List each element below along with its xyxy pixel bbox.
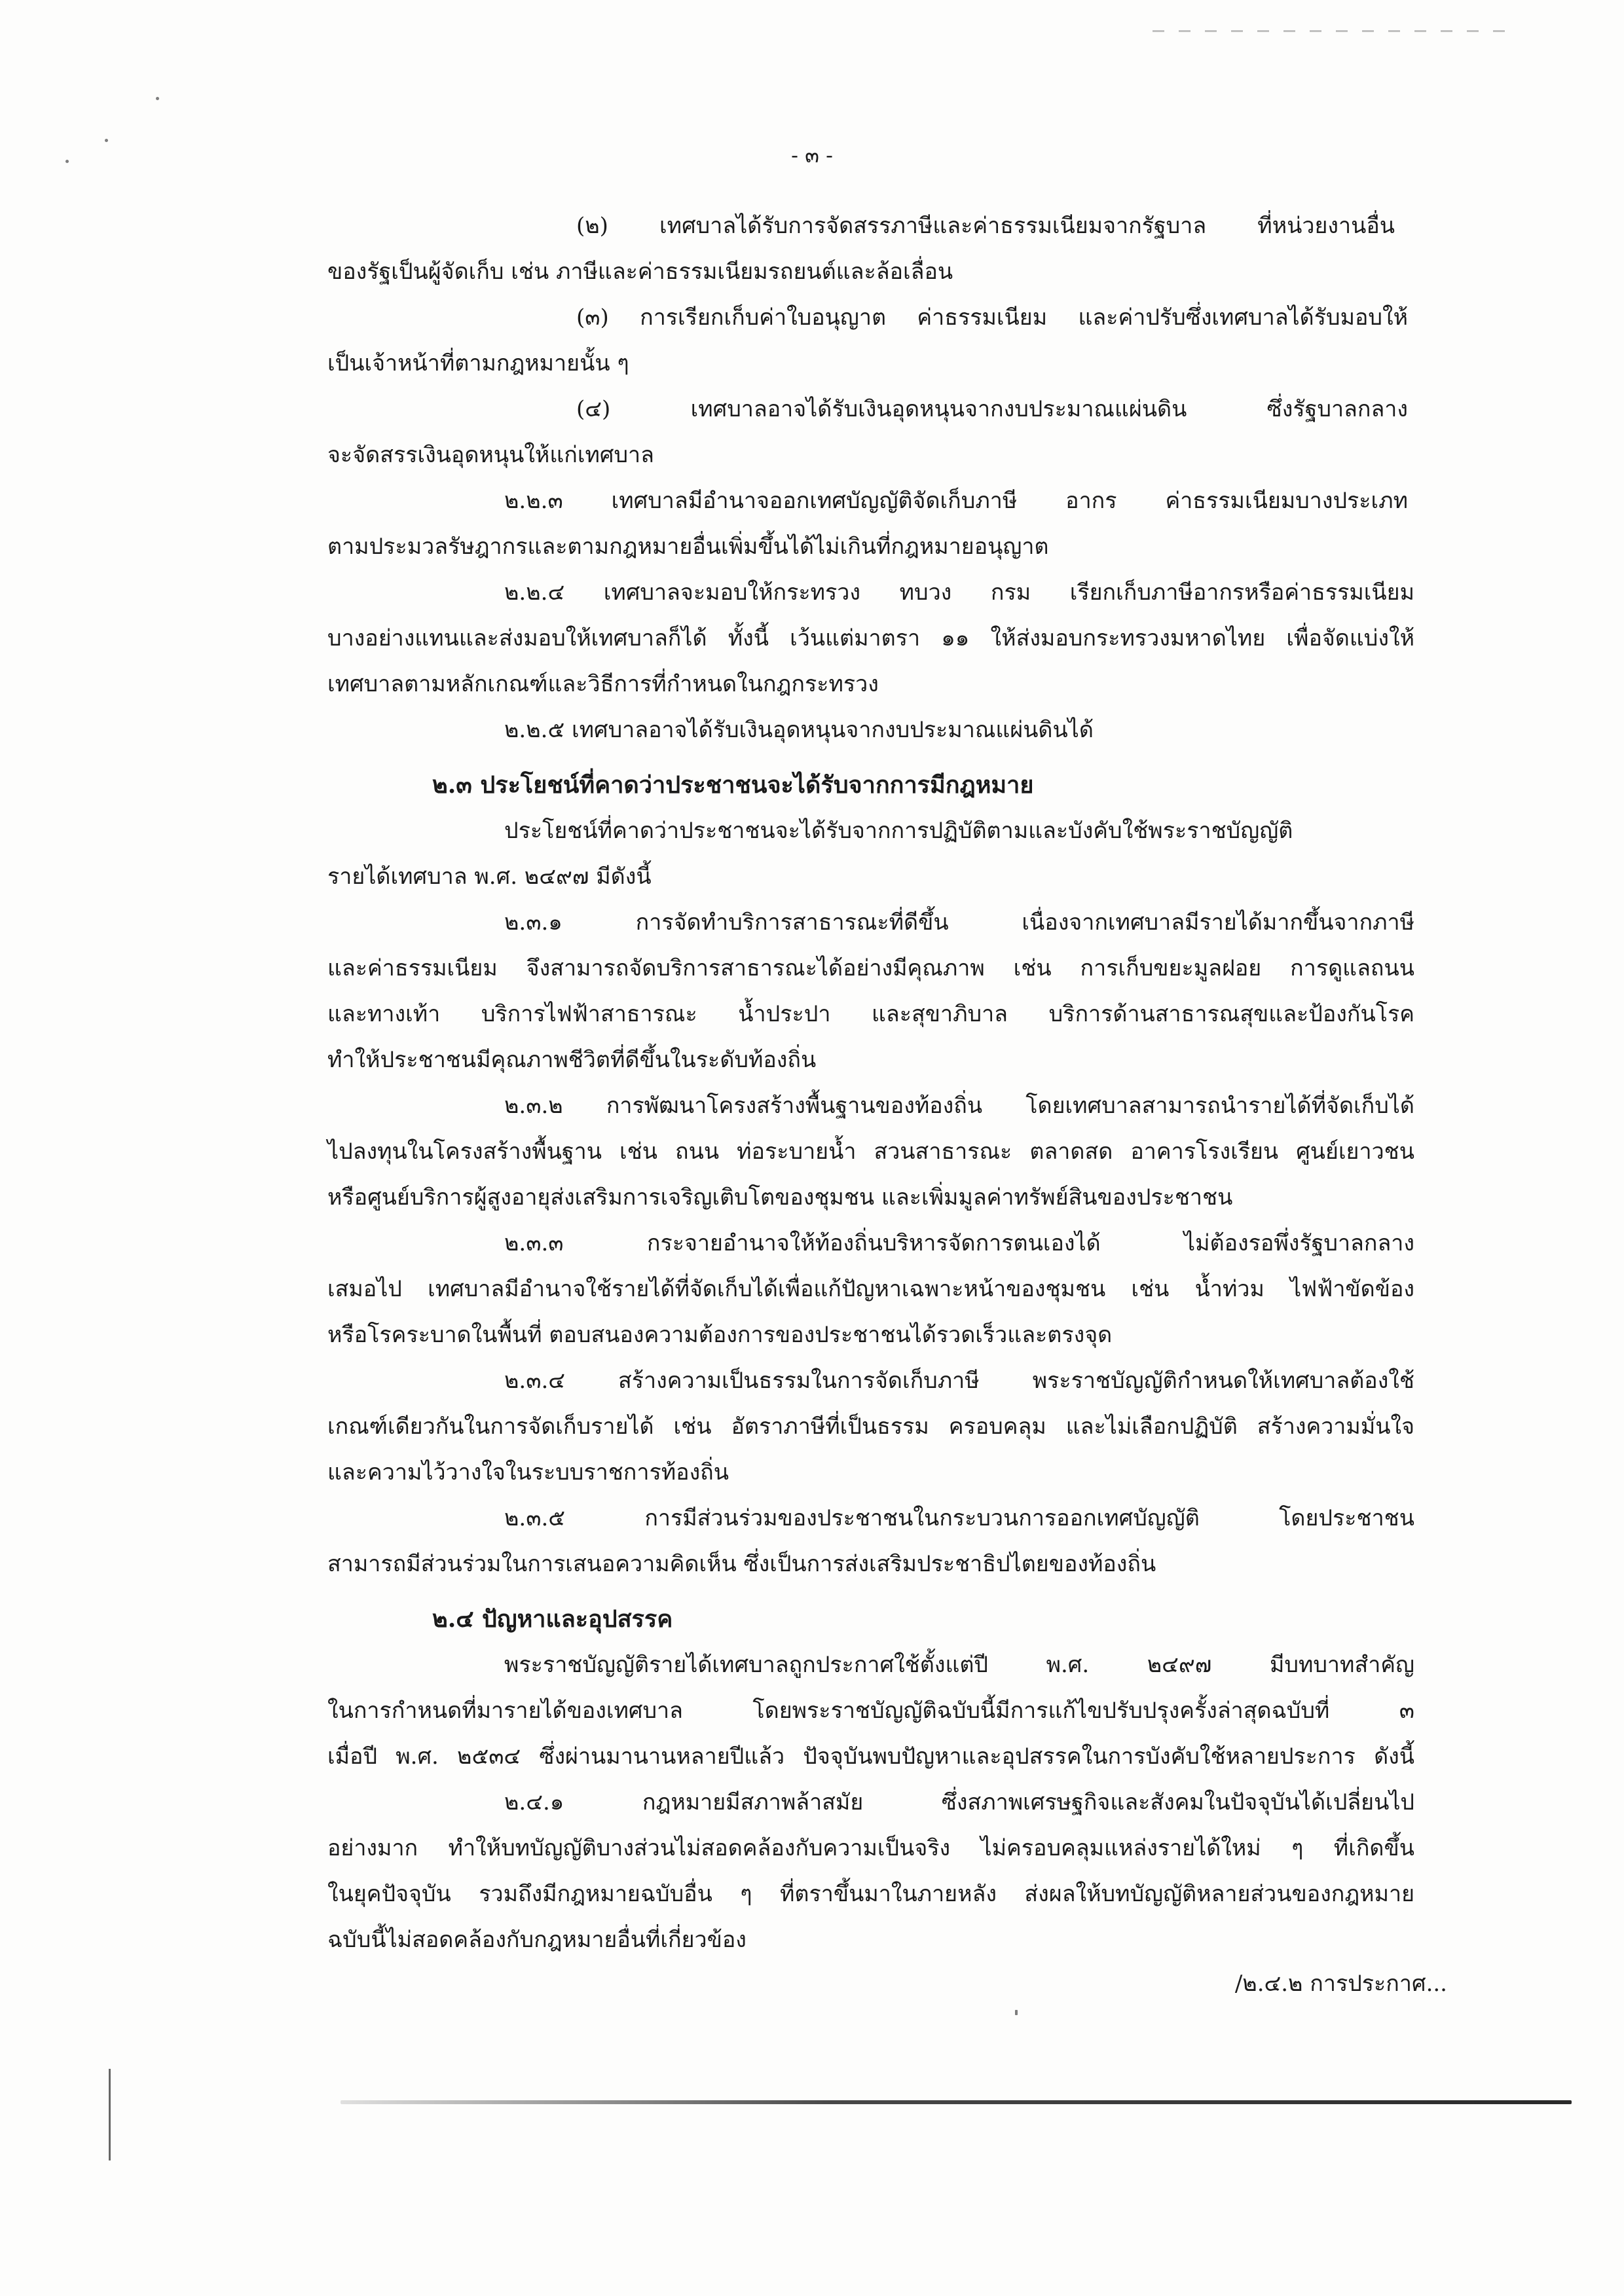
text-line: ทำให้ประชาชนมีคุณภาพชีวิตที่ดีขึ้นในระดับท้องถิ่น xyxy=(327,1047,817,1073)
text-line: ประโยชน์ที่คาดว่าประชาชนจะได้รับจากการปฏิบัติตามและบังคับใช้พระราชบัญญัติ xyxy=(504,818,1293,844)
text-line: อย่างมาก ทำให้บทบัญญัติบางส่วนไม่สอดคล้องกับความเป็นจริง ไม่ครอบคลุมแหล่งรายได้ใหม่ ๆ ที่เกิดขึ้น xyxy=(327,1835,1414,1861)
text-line: ๒.๓.๕ การมีส่วนร่วมของประชาชนในกระบวนการออกเทศบัญญัติ โดยประชาชน xyxy=(504,1505,1414,1531)
text-line: หรือโรคระบาดในพื้นที่ ตอบสนองความต้องการของประชาชนได้รวดเร็วและตรงจุด xyxy=(327,1322,1113,1348)
scan-speck xyxy=(65,160,69,163)
text-line: เสมอไป เทศบาลมีอำนาจใช้รายได้ที่จัดเก็บได้เพื่อแก้ปัญหาเฉพาะหน้าของชุมชน เช่น น้ำท่วม ไฟฟ้าขัดข้อง xyxy=(327,1276,1414,1302)
text-line: ๒.๒.๕ เทศบาลอาจได้รับเงินอุดหนุนจากงบประมาณแผ่นดินได้ xyxy=(504,717,1094,743)
text-line: ของรัฐเป็นผู้จัดเก็บ เช่น ภาษีและค่าธรรมเนียมรถยนต์และล้อเลื่อน xyxy=(327,259,953,285)
text-line: เกณฑ์เดียวกันในการจัดเก็บรายได้ เช่น อัตราภาษีที่เป็นธรรม ครอบคลุม และไม่เลือกปฏิบัติ สร้างความมั่นใจ xyxy=(327,1413,1414,1440)
scan-speck xyxy=(105,139,108,142)
text-line: เทศบาลตามหลักเกณฑ์และวิธีการที่กำหนดในกฎกระทรวง xyxy=(327,671,879,697)
text-line: เป็นเจ้าหน้าที่ตามกฎหมายนั้น ๆ xyxy=(327,350,629,376)
text-line: รายได้เทศบาล พ.ศ. ๒๔๙๗ มีดังนี้ xyxy=(327,864,652,890)
text-line: ตามประมวลรัษฎากรและตามกฎหมายอื่นเพิ่มขึ้นได้ไม่เกินที่กฎหมายอนุญาต xyxy=(327,534,1049,560)
text-line: และค่าธรรมเนียม จึงสามารถจัดบริการสาธารณะได้อย่างมีคุณภาพ เช่น การเก็บขยะมูลฝอย การดูแลถนน xyxy=(327,955,1414,981)
text-line: ๒.๓.๑ การจัดทำบริการสาธารณะที่ดีขึ้น เนื่องจากเทศบาลมีรายได้มากขึ้นจากภาษี xyxy=(504,909,1414,936)
continuation-reference: /๒.๔.๒ การประกาศ... xyxy=(1234,1971,1447,1997)
text-line: พระราชบัญญัติรายได้เทศบาลถูกประกาศใช้ตั้งแต่ปี พ.ศ. ๒๔๙๗ มีบทบาทสำคัญ xyxy=(504,1652,1414,1678)
page-number: - ๓ - xyxy=(791,143,833,168)
text-line: ๒.๓.๔ สร้างความเป็นธรรมในการจัดเก็บภาษี พระราชบัญญัติกำหนดให้เทศบาลต้องใช้ xyxy=(504,1368,1414,1394)
scan-artifact-left-edge xyxy=(109,2069,111,2160)
text-line: ๒.๓.๒ การพัฒนาโครงสร้างพื้นฐานของท้องถิ่น โดยเทศบาลสามารถนำรายได้ที่จัดเก็บได้ xyxy=(504,1093,1414,1119)
text-line: ๒.๔.๑ กฎหมายมีสภาพล้าสมัย ซึ่งสภาพเศรษฐกิจและสังคมในปัจจุบันได้เปลี่ยนไป xyxy=(504,1789,1414,1815)
scan-artifact-top xyxy=(1153,30,1519,32)
text-line: ในยุคปัจจุบัน รวมถึงมีกฎหมายฉบับอื่น ๆ ที่ตราขึ้นมาในภายหลัง ส่งผลให้บทบัญญัติหลายส่วนของกฎหมาย xyxy=(327,1881,1414,1907)
section-heading: ๒.๔ ปัญหาและอุปสรรค xyxy=(432,1605,673,1633)
text-line: (๔) เทศบาลอาจได้รับเงินอุดหนุนจากงบประมาณแผ่นดิน ซึ่งรัฐบาลกลาง xyxy=(576,396,1408,422)
text-line: (๒) เทศบาลได้รับการจัดสรรภาษีและค่าธรรมเนียมจากรัฐบาล ที่หน่วยงานอื่น xyxy=(576,213,1395,239)
text-line: และทางเท้า บริการไฟฟ้าสาธารณะ น้ำประปา และสุขาภิบาล บริการด้านสาธารณสุขและป้องกันโรค xyxy=(327,1001,1414,1027)
text-line: (๓) การเรียกเก็บค่าใบอนุญาต ค่าธรรมเนียม และค่าปรับซึ่งเทศบาลได้รับมอบให้ xyxy=(576,304,1408,331)
text-line: บางอย่างแทนและส่งมอบให้เทศบาลก็ได้ ทั้งนี้ เว้นแต่มาตรา ๑๑ ให้ส่งมอบกระทรวงมหาดไทย เพื่อจัดแบ่งให้ xyxy=(327,625,1414,651)
text-line: สามารถมีส่วนร่วมในการเสนอความคิดเห็น ซึ่งเป็นการส่งเสริมประชาธิปไตยของท้องถิ่น xyxy=(327,1551,1156,1577)
text-line: ๒.๓.๓ กระจายอำนาจให้ท้องถิ่นบริหารจัดการตนเองได้ ไม่ต้องรอพึ่งรัฐบาลกลาง xyxy=(504,1230,1414,1256)
text-line: ๒.๒.๔ เทศบาลจะมอบให้กระทรวง ทบวง กรม เรียกเก็บภาษีอากรหรือค่าธรรมเนียม xyxy=(504,579,1414,606)
text-line: และความไว้วางใจในระบบราชการท้องถิ่น xyxy=(327,1459,729,1485)
scan-speck xyxy=(156,97,159,100)
section-heading: ๒.๓ ประโยชน์ที่คาดว่าประชาชนจะได้รับจากการมีกฎหมาย xyxy=(432,771,1034,799)
text-line: เมื่อปี พ.ศ. ๒๕๓๔ ซึ่งผ่านมานานหลายปีแล้ว ปัจจุบันพบปัญหาและอุปสรรคในการบังคับใช้หลายประการ ดังนี้ xyxy=(327,1743,1414,1770)
text-line: ๒.๒.๓ เทศบาลมีอำนาจออกเทศบัญญัติจัดเก็บภาษี อากร ค่าธรรมเนียมบางประเภท xyxy=(504,488,1408,514)
text-line: ไปลงทุนในโครงสร้างพื้นฐาน เช่น ถนน ท่อระบายน้ำ สวนสาธารณะ ตลาดสด อาคารโรงเรียน ศูนย์เยาวชน xyxy=(327,1139,1414,1165)
scan-speck xyxy=(1015,2010,1018,2015)
text-line: ในการกำหนดที่มารายได้ของเทศบาล โดยพระราชบัญญัติฉบับนี้มีการแก้ไขปรับปรุงครั้งล่าสุดฉบับที่ ๓ xyxy=(327,1698,1414,1724)
scan-artifact-bottom-line xyxy=(341,2100,1572,2104)
text-line: จะจัดสรรเงินอุดหนุนให้แก่เทศบาล xyxy=(327,442,654,468)
text-line: หรือศูนย์บริการผู้สูงอายุส่งเสริมการเจริญเติบโตของชุมชน และเพิ่มมูลค่าทรัพย์สินของประชาชน xyxy=(327,1184,1233,1211)
text-line: ฉบับนี้ไม่สอดคล้องกับกฎหมายอื่นที่เกี่ยวข้อง xyxy=(327,1927,747,1953)
